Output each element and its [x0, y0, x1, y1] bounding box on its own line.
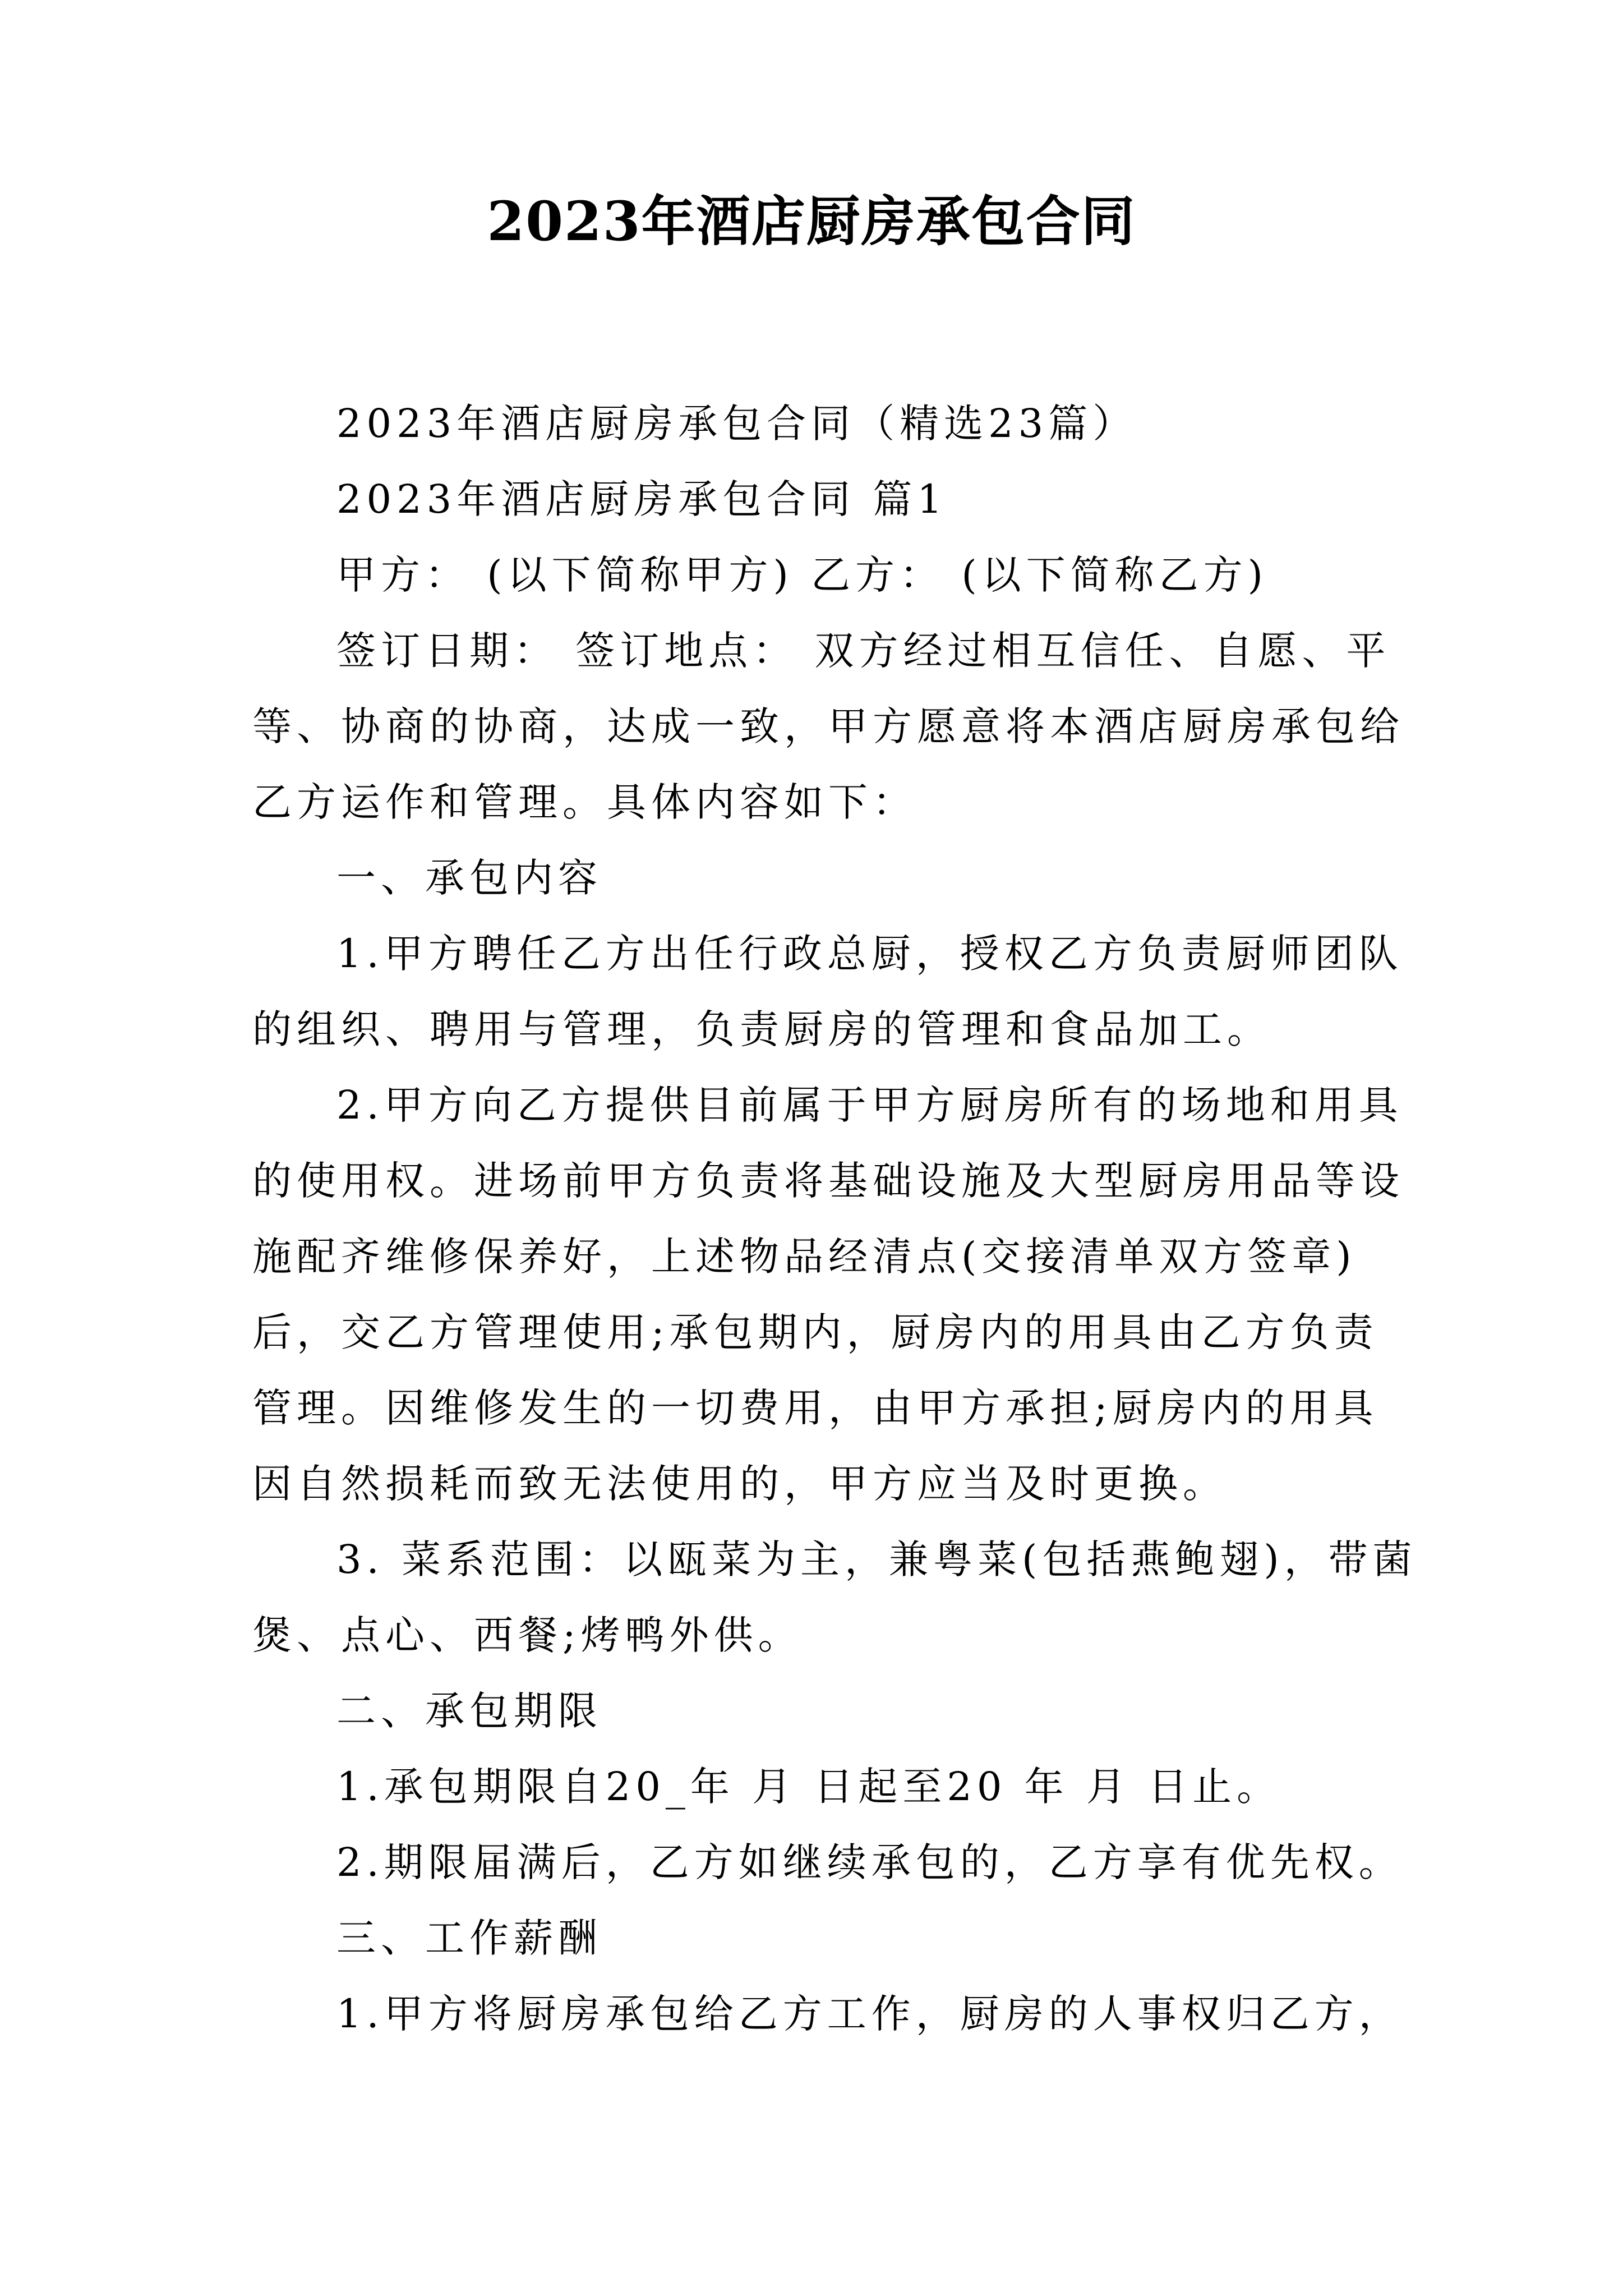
- paragraph-subtitle: 2023年酒店厨房承包合同（精选23篇）: [336, 401, 1137, 447]
- heading-contract-period: 二、承包期限: [336, 1688, 602, 1734]
- heading-salary: 三、工作薪酬: [336, 1915, 602, 1961]
- paragraph-item-3: 3. 菜系范围：以瓯菜为主，兼粤菜(包括燕鲍翅)，带菌煲、点心、西餐;烤鸭外供。: [252, 1536, 1417, 1658]
- paragraph-section-heading: 2023年酒店厨房承包合同 篇1: [336, 476, 947, 522]
- document-title: 2023年酒店厨房承包合同: [487, 190, 1136, 253]
- heading-contract-content: 一、承包内容: [336, 855, 602, 901]
- paragraph-period-2: 2.期限届满后，乙方如继续承包的，乙方享有优先权。: [336, 1839, 1403, 1885]
- paragraph-signing-info: 签订日期： 签订地点： 双方经过相互信任、自愿、平等、协商的协商，达成一致，甲方愿意将本酒店厨房承包给乙方运作和管理。具体内容如下：: [252, 628, 1404, 825]
- paragraph-period-1: 1.承包期限自20_年 月 日起至20 年 月 日止。: [336, 1764, 1281, 1810]
- paragraph-parties: 甲方： (以下简称甲方) 乙方： (以下简称乙方): [336, 552, 1268, 598]
- paragraph-salary-1: 1.甲方将厨房承包给乙方工作，厨房的人事权归乙方，: [336, 1991, 1403, 2037]
- paragraph-item-1: 1.甲方聘任乙方出任行政总厨，授权乙方负责厨师团队的组织、聘用与管理，负责厨房的管理和食品加工。: [252, 931, 1403, 1052]
- paragraph-item-2: 2.甲方向乙方提供目前属于甲方厨房所有的场地和用具的使用权。进场前甲方负责将基础设施及大型厨房用品等设施配齐维修保养好，上述物品经清点(交接清单双方签章)后，交乙方管理使用;承包期内，厨房内的用具由乙方负责管理。因维修发生的一切费用，由甲方承担;厨房内的用具因自然损耗而致无法使用的，甲方应当及时更换。: [252, 1082, 1404, 1507]
